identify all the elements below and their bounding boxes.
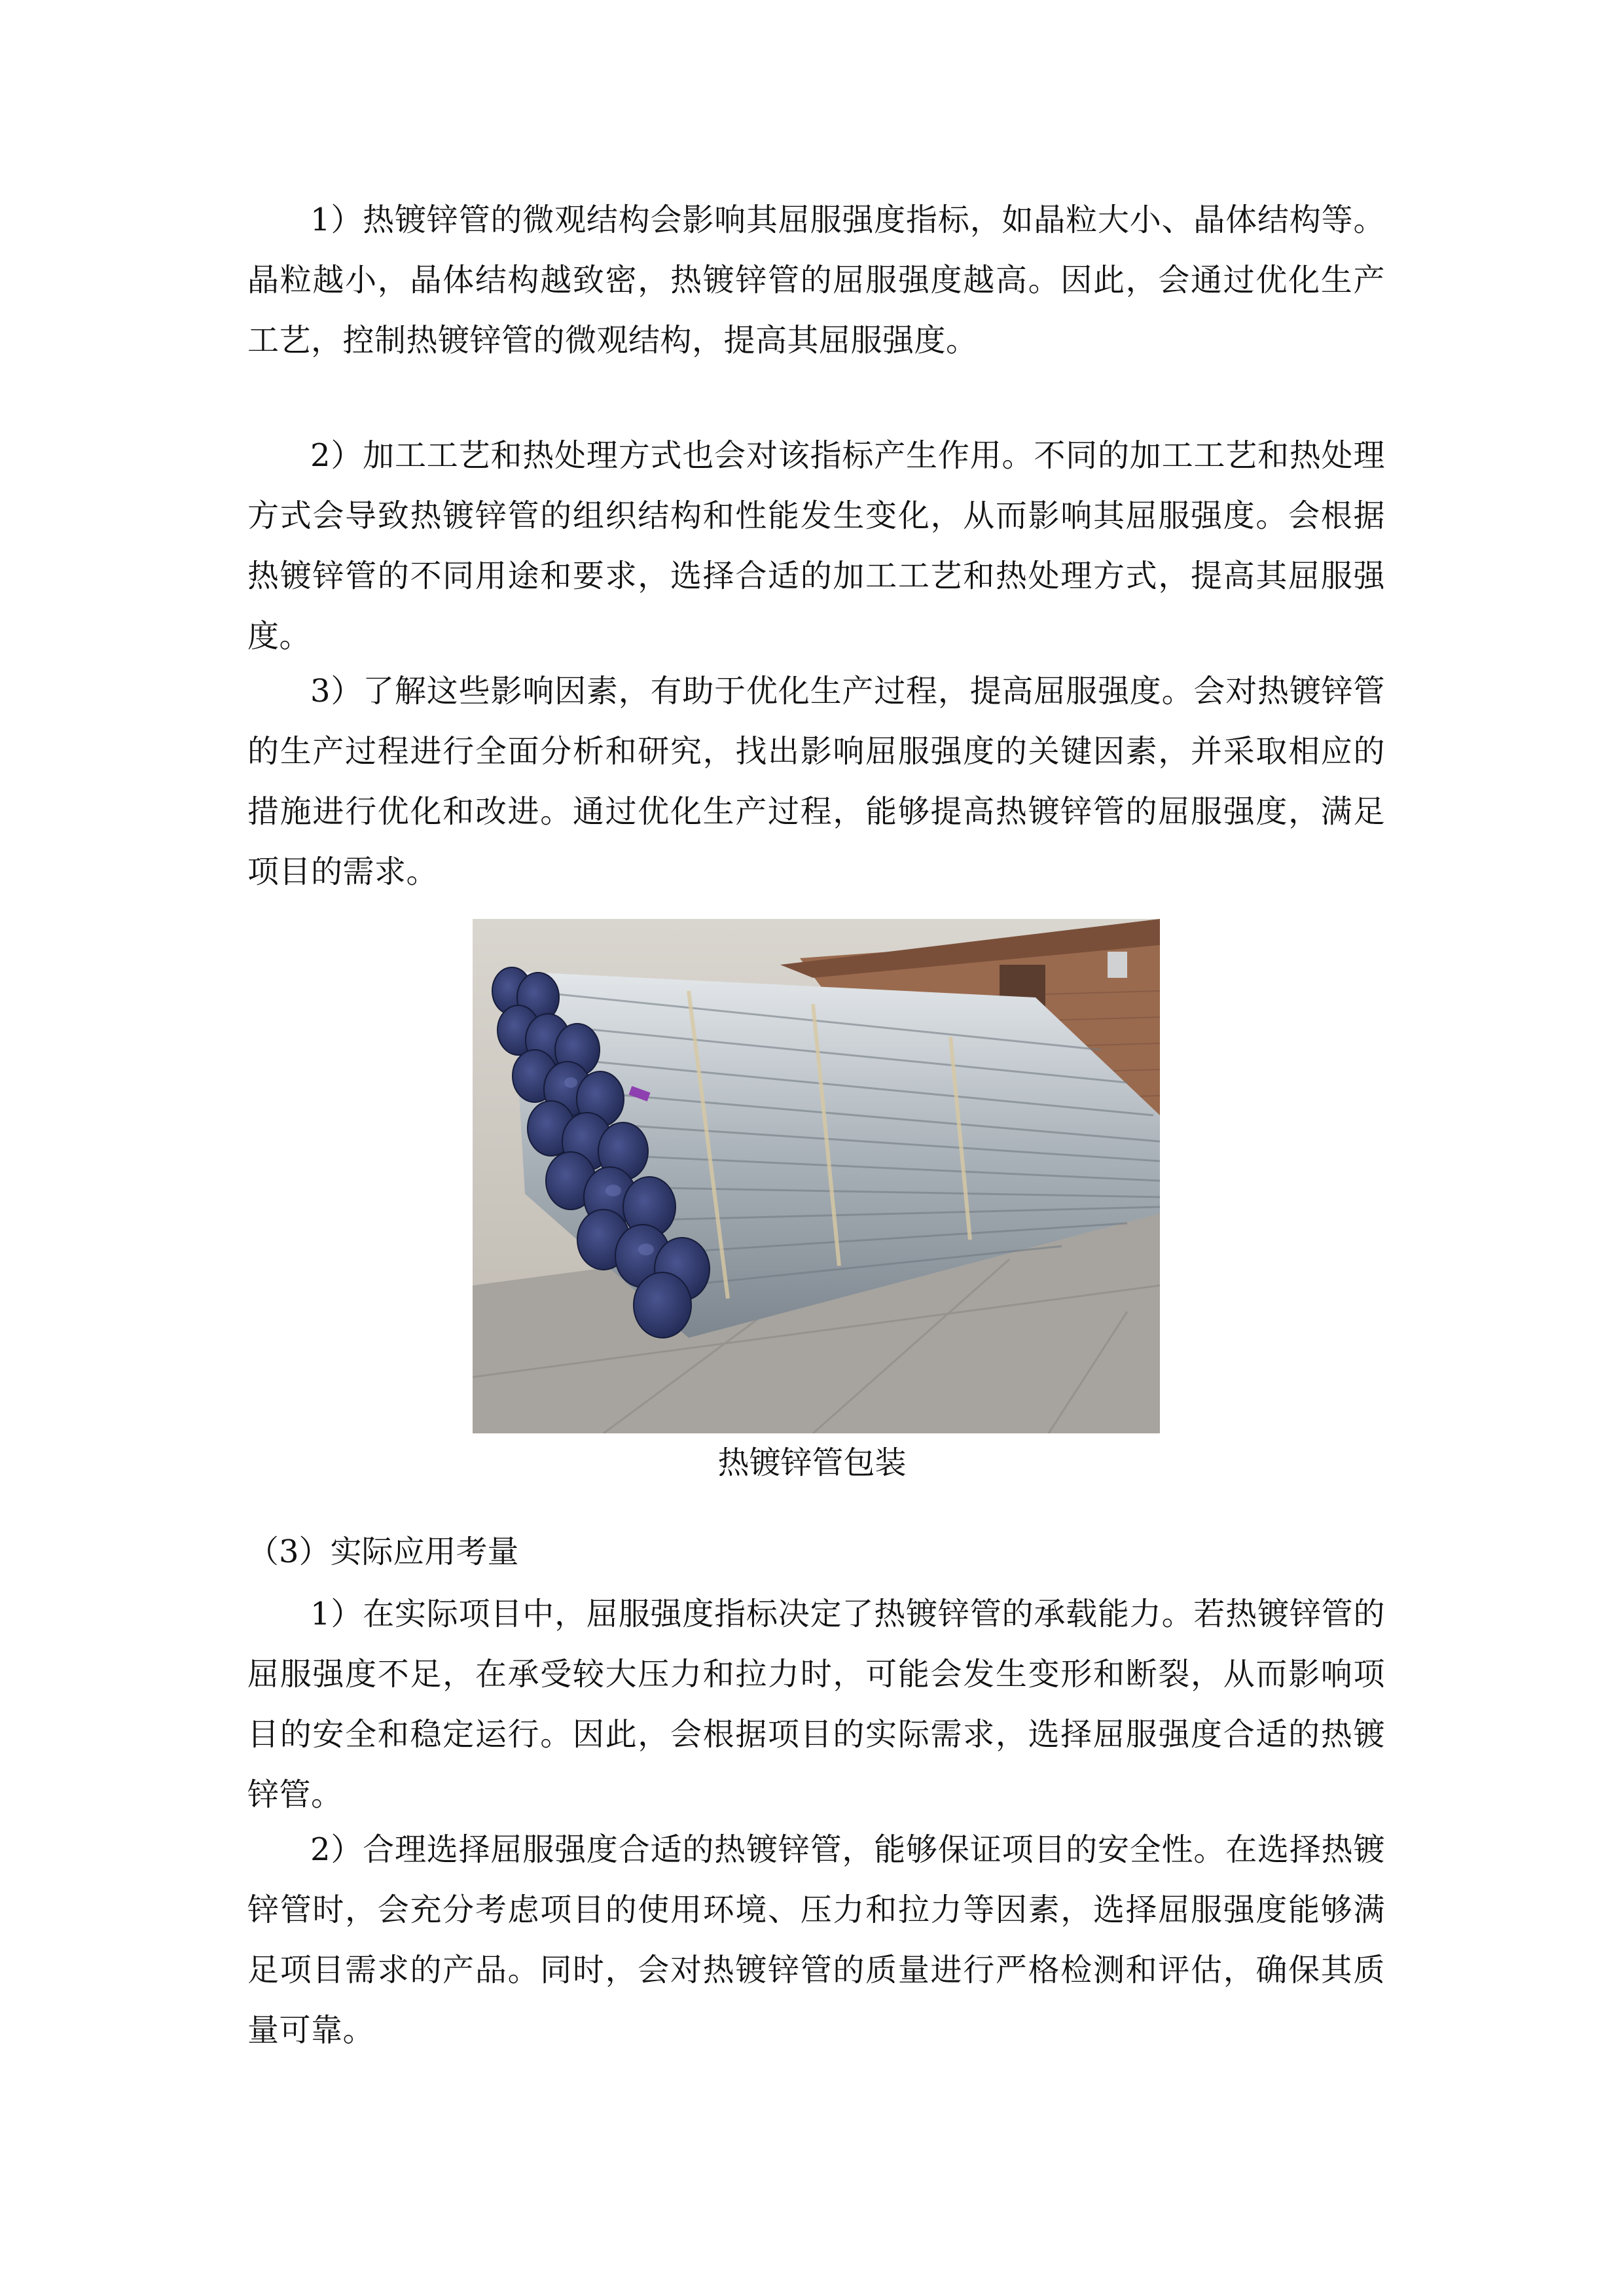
figure-caption: 热镀锌管包装 xyxy=(717,1444,907,1481)
paragraph-safety-selection: 2）合理选择屈服强度合适的热镀锌管，能够保证项目的安全性。在选择热镀锌管时，会充分考虑项目的使用环境、压力和拉力等因素，选择屈服强度能够满足项目需求的产品。同时，会对热镀锌管的质量进行严格检测和评估，确保其质量可靠。 xyxy=(247,1831,1385,2049)
paragraph-optimization: 3）了解这些影响因素，有助于优化生产过程，提高屈服强度。会对热镀锌管的生产过程进行全面分析和研究，找出影响屈服强度的关键因素，并采取相应的措施进行优化和改进。通过优化生产过程，能够提高热镀锌管的屈服强度，满足项目的需求。 xyxy=(247,673,1385,890)
paragraph-processing: 2）加工工艺和热处理方式也会对该指标产生作用。不同的加工工艺和热处理方式会导致热镀锌管的组织结构和性能发生变化，从而影响其屈服强度。会根据热镀锌管的不同用途和要求，选择合适的加工工艺和热处理方式，提高其屈服强度。 xyxy=(247,437,1385,655)
galvanized-pipe-packaging-photo xyxy=(473,919,1160,1433)
paragraph-load-capacity: 1）在实际项目中，屈服强度指标决定了热镀锌管的承载能力。若热镀锌管的屈服强度不足，在承受较大压力和拉力时，可能会发生变形和断裂，从而影响项目的安全和稳定运行。因此，会根据项目的实际需求，选择屈服强度合适的热镀锌管。 xyxy=(247,1596,1385,1813)
section-heading-practical-application: （3）实际应用考量 xyxy=(247,1534,519,1570)
pipe-bundle-illustration xyxy=(473,919,1160,1433)
paragraph-microstructure: 1）热镀锌管的微观结构会影响其屈服强度指标，如晶粒大小、晶体结构等。晶粒越小，晶体结构越致密，热镀锌管的屈服强度越高。因此，会通过优化生产工艺，控制热镀锌管的微观结构，提高其屈服强度。 xyxy=(247,202,1385,359)
